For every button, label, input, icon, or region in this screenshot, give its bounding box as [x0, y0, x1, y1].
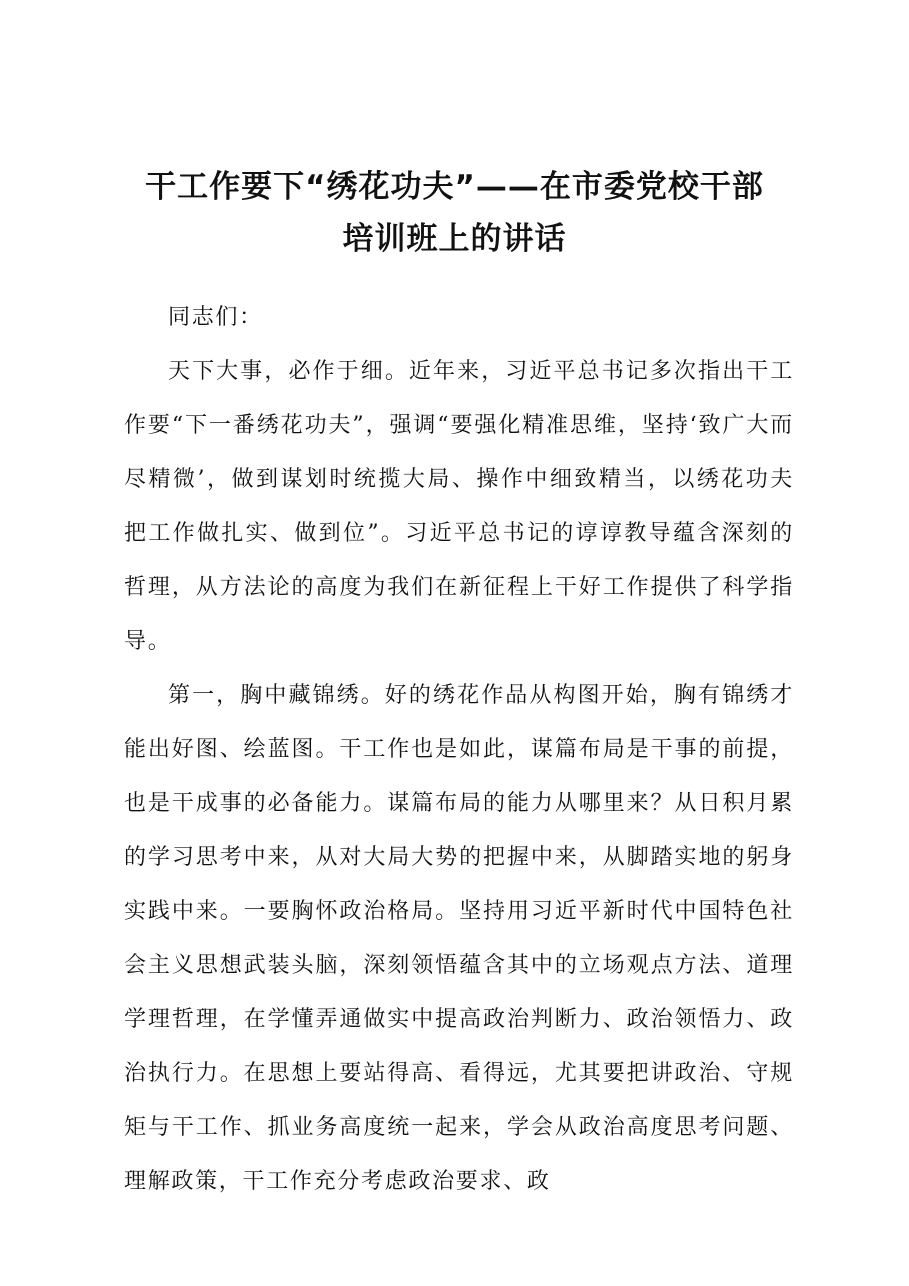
first-point-paragraph: 第一，胸中藏锦绣。好的绣花作品从构图开始，胸有锦绣才能出好图、绘蓝图。干工作也是如此，谋篇布局是干事的前提，也是干成事的必备能力。谋篇布局的能力从哪里来？从日积月累的学习思考中来，从对大局大势的把握中来，从脚踏实地的躬身实践中来。一要胸怀政治格局。坚持用习近平新时代中国特色社会主义思想武装头脑，深刻领悟蕴含其中的立场观点方法、道理学理哲理，在学懂弄通做实中提高政治判断力、政治领悟力、政治执行力。在思想上要站得高、看得远，尤其要把讲政治、守规矩与干工作、抓业务高度统一起来，学会从政治高度思考问题、理解政策，干工作充分考虑政治要求、政 — [124, 683, 794, 1194]
salutation-paragraph: 同志们： — [168, 305, 263, 330]
intro-paragraph: 天下大事，必作于细。近年来，习近平总书记多次指出干工作要“下一番绣花功夫”，强调“要强化精准思维，坚持‘致广大而尽精微’，做到谋划时统揽大局、操作中细致精当，以绣花功夫把工作做扎实、做到位”。习近平总书记的谆谆教导蕴含深刻的哲理，从方法论的高度为我们在新征程上干好工作提供了科学指导。 — [124, 359, 794, 654]
document-body — [124, 291, 794, 1209]
document-title-line-2: 培训班上的讲话 — [342, 221, 567, 257]
document-title-line-1: 干工作要下“绣花功夫”——在市委党校干部 — [145, 169, 764, 205]
